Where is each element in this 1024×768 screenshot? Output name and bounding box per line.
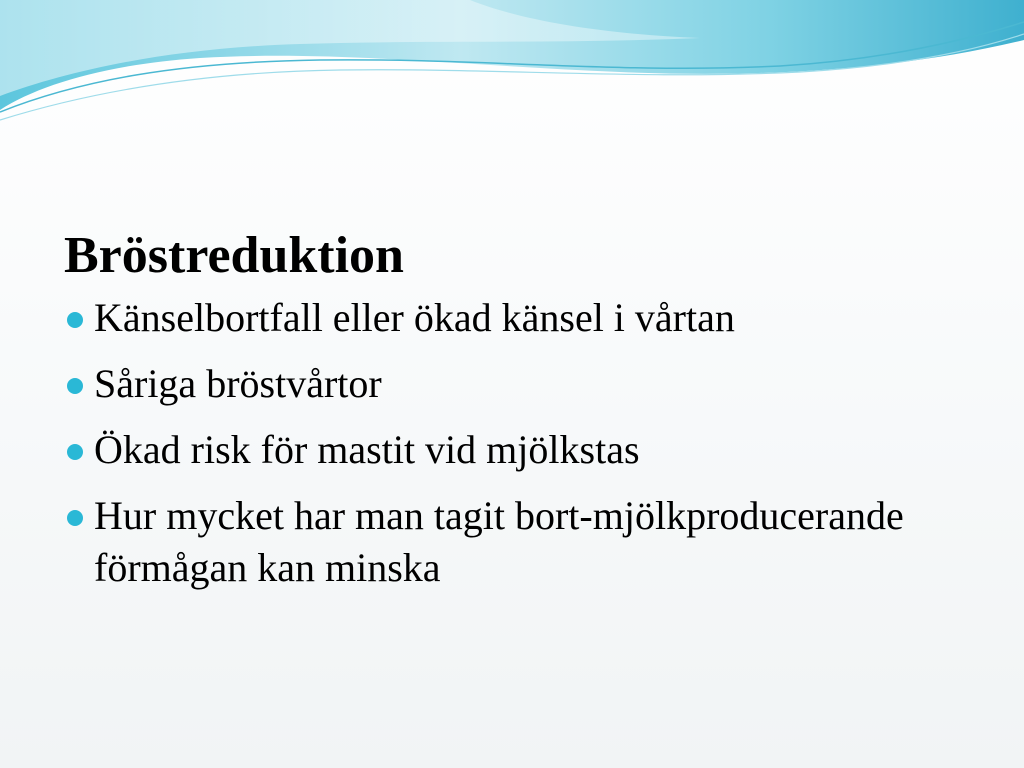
bullet-dot-icon [67, 312, 83, 328]
bullet-dot-icon [67, 510, 83, 526]
bullet-item [64, 292, 984, 344]
bullet-text: Hur mycket har man tagit bort-mjölkproducerande förmågan kan minska [94, 493, 904, 590]
bullet-text: Såriga bröstvårtor [94, 361, 382, 406]
bullet-text: Känselbortfall eller ökad känsel i vårtan [94, 295, 735, 340]
bullet-dot-icon [67, 444, 83, 460]
slide-content [64, 224, 984, 608]
slide-heading: Bröstreduktion [64, 227, 404, 284]
bullet-list [64, 292, 984, 594]
bullet-text: Ökad risk för mastit vid mjölkstas [94, 427, 640, 472]
decorative-wave-header [0, 0, 1024, 130]
bullet-dot-icon [67, 378, 83, 394]
bullet-item [64, 424, 984, 476]
bullet-item [64, 490, 984, 594]
bullet-item [64, 358, 984, 410]
